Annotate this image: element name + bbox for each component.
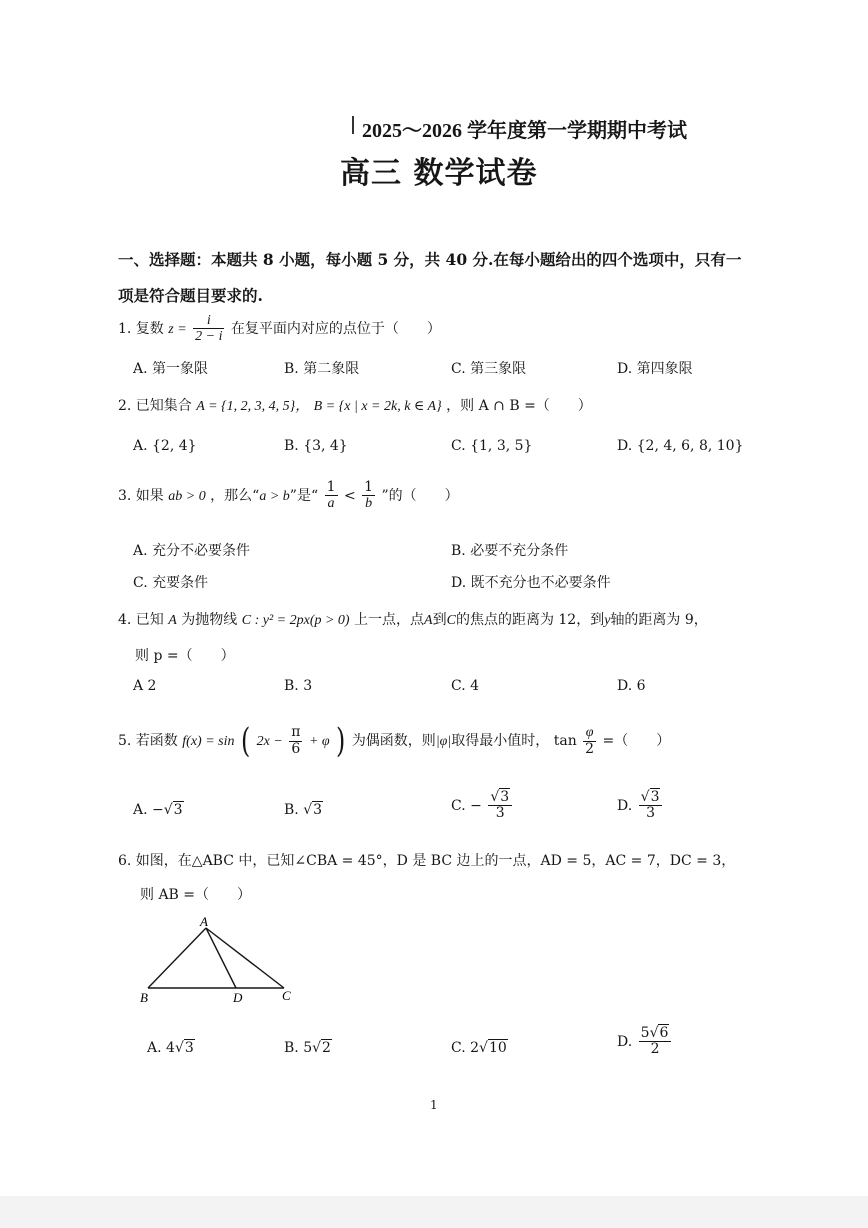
q5-d-den: 3	[646, 805, 656, 822]
q2-option-a: A. {2, 4}	[133, 438, 197, 454]
q4-text4: 的焦点的距离为 12，到	[455, 612, 605, 628]
q2-option-b: B. {3, 4}	[284, 438, 348, 454]
q5-phi-den: 2	[585, 740, 595, 757]
q6-c-label: C.	[451, 1040, 466, 1056]
q6-option-c	[451, 1040, 508, 1056]
q5-pi-den: 6	[291, 740, 301, 757]
q2-set-a: A = {1, 2, 3, 4, 5}，	[196, 399, 310, 414]
q5-option-a	[133, 802, 184, 818]
q6-b-label: B.	[284, 1040, 299, 1056]
q1-fraction	[193, 313, 224, 345]
label-d: D	[233, 990, 243, 1005]
page-bottom-edge	[0, 1196, 868, 1228]
q3-option-b: B. 必要不充分条件	[451, 543, 569, 559]
sqrt-icon: √3	[163, 802, 183, 818]
q4-curve: C : y² = 2px	[241, 613, 310, 628]
q1-frac-num: i	[193, 313, 224, 329]
triangle-figure	[136, 914, 306, 1006]
sqrt-icon: √6	[649, 1025, 669, 1041]
sqrt-icon: √3	[174, 1040, 194, 1056]
q3-frac2-den: b	[365, 496, 373, 512]
q6-b-rad: 2	[322, 1040, 331, 1056]
q6-a-label: A.	[147, 1040, 162, 1056]
q2-set-b: B = {x | x = 2k, k ∈ A}	[313, 399, 442, 414]
q4-text5: 轴的距离为 9，	[610, 612, 708, 628]
q5-c-frac	[488, 790, 512, 822]
q5-a-rad: 3	[173, 802, 183, 818]
q6-a-rad: 3	[184, 1040, 194, 1056]
q5-option-d	[617, 790, 664, 822]
q4-curve-c: C	[446, 613, 456, 628]
q4-point-a2: A	[424, 613, 433, 628]
q5-a-sign: −	[152, 802, 164, 818]
sqrt-icon: √3	[303, 802, 323, 818]
question-2	[118, 395, 592, 415]
q1-frac-den: 2 − i	[195, 329, 223, 345]
q3-frac2-num: 1	[364, 479, 374, 495]
q5-phi-num: φ	[583, 725, 596, 741]
side-ab	[148, 928, 206, 988]
q6-c-rad: 10	[488, 1040, 507, 1056]
q2-option-d: D. {2, 4, 6, 8, 10}	[617, 438, 744, 454]
q5-d-label: D.	[617, 797, 633, 814]
q4-text1: 为抛物线	[181, 612, 238, 628]
q3-frac1-num: 1	[326, 479, 336, 495]
q5-absphi: |φ|	[435, 734, 452, 749]
label-c: C	[282, 988, 291, 1003]
q5-d-frac	[639, 790, 663, 822]
segment-ad	[206, 928, 236, 988]
q5-c-label: C.	[451, 797, 466, 814]
q4-point-a: A	[168, 613, 177, 628]
section-heading-line2: 项是符合题目要求的.	[118, 286, 263, 305]
q5-text2: 取得最小值时，	[451, 733, 550, 749]
q5-c-den: 3	[495, 805, 505, 822]
q1-option-c: C. 第三象限	[451, 361, 527, 377]
q6-a-coef: 4	[166, 1040, 175, 1056]
q4-cond: (p > 0)	[309, 613, 350, 628]
q6-d-rad: 6	[659, 1025, 669, 1041]
q3-mid: ，那么“	[210, 487, 260, 504]
q4-text2: 上一点，点	[354, 612, 425, 628]
q5-pi-frac	[289, 725, 302, 757]
q5-text1: 为偶函数，则	[351, 733, 436, 749]
q5-a-label: A.	[133, 802, 148, 818]
side-ac	[206, 928, 284, 988]
subject-title: 高三 数学试卷	[340, 156, 538, 191]
q4-option-d: D. 6	[617, 678, 646, 694]
q2-prefix: 2. 已知集合	[118, 398, 192, 414]
q6-c-coef: 2	[470, 1040, 480, 1056]
q5-tan: tan	[553, 733, 577, 749]
q3-suffix: ”的（ ）	[381, 487, 459, 504]
q3-frac-1b	[362, 480, 375, 512]
q4-axis-y: y	[604, 613, 611, 628]
question-6-line1: 6. 如图，在△ABC 中，已知∠CBA = 45°，D 是 BC 边上的一点，AD = 5，AC = 7，DC = 3，	[118, 853, 736, 869]
q6-d-label: D.	[617, 1033, 633, 1050]
q1-option-d: D. 第四象限	[617, 361, 693, 377]
sqrt-icon: √10	[479, 1040, 507, 1056]
q3-frac1-den: a	[327, 496, 335, 512]
q6-option-d	[617, 1026, 673, 1058]
q5-d-num	[639, 790, 663, 806]
q5-pi-num: π	[291, 724, 301, 741]
page-number: 1	[430, 1098, 438, 1112]
q5-fx: f(x) = sin	[182, 734, 235, 749]
question-3	[118, 480, 459, 512]
q4-option-a: A 2	[133, 678, 157, 694]
q5-d-rad: 3	[650, 789, 660, 805]
q5-inner1: 2x −	[256, 734, 283, 749]
question-4-line1	[118, 609, 708, 629]
q5-c-sign: −	[470, 797, 482, 814]
q1-option-a: A. 第一象限	[133, 361, 209, 377]
q6-d-den: 2	[650, 1041, 660, 1058]
q5-c-rad: 3	[500, 789, 510, 805]
q6-d-frac	[639, 1026, 672, 1058]
q6-option-a	[147, 1040, 195, 1056]
q5-phi-frac	[583, 725, 596, 757]
sqrt-icon: √3	[490, 789, 510, 805]
left-paren: (	[240, 721, 251, 761]
q5-c-num	[488, 790, 512, 806]
right-paren: )	[336, 721, 346, 761]
q3-frac-1a	[325, 480, 338, 512]
q1-prefix: 1. 复数	[118, 320, 164, 337]
q3-mid2: ”是“	[289, 487, 319, 504]
label-a: A	[200, 914, 208, 929]
q4-option-b: B. 3	[284, 678, 313, 694]
question-5	[118, 721, 671, 761]
q6-d-num	[639, 1026, 672, 1042]
q4-option-c: C. 4	[451, 678, 480, 694]
q3-option-a: A. 充分不必要条件	[133, 543, 251, 559]
q1-suffix: 在复平面内对应的点位于（ ）	[230, 320, 441, 337]
q3-lt: <	[343, 487, 356, 504]
q3-option-d: D. 既不充分也不必要条件	[451, 575, 611, 591]
q5-prefix: 5. 若函数	[118, 733, 178, 749]
sqrt-icon: √2	[312, 1040, 331, 1056]
q5-b-label: B.	[284, 802, 299, 818]
q2-suffix: ，则 A ∩ B =（ ）	[446, 398, 592, 414]
q6-b-coef: 5	[303, 1040, 313, 1056]
q3-prefix: 3. 如果	[118, 487, 164, 504]
question-4-line2: 则 p =（ ）	[135, 648, 235, 664]
q6-option-b	[284, 1040, 332, 1056]
q5-b-rad: 3	[313, 802, 323, 818]
scan-mark	[352, 116, 354, 134]
q3-cond: ab > 0	[168, 488, 206, 504]
q5-option-b	[284, 802, 323, 818]
q6-d-coef: 5	[640, 1025, 650, 1041]
label-b: B	[140, 990, 148, 1005]
q3-option-c: C. 充要条件	[133, 575, 209, 591]
q1-lhs: z =	[168, 321, 187, 337]
q5-inner2: + φ	[308, 734, 330, 749]
q4-prefix: 4. 已知	[118, 612, 164, 628]
q5-option-c	[451, 790, 514, 822]
q2-option-c: C. {1, 3, 5}	[451, 438, 533, 454]
question-1	[118, 313, 441, 345]
q4-text3: 到	[432, 612, 447, 628]
sqrt-icon: √3	[640, 789, 660, 805]
question-6-line2: 则 AB =（ ）	[140, 887, 252, 903]
q5-suffix: =（ ）	[602, 733, 671, 749]
q3-a-gt-b: a > b	[259, 488, 290, 504]
section-heading-line1: 一、选择题：本题共 8 小题，每小题 5 分，共 40 分.在每小题给出的四个选项中，只有一	[118, 250, 742, 269]
q1-option-b: B. 第二象限	[284, 361, 360, 377]
exam-title: 2025～2026 学年度第一学期期中考试	[362, 120, 687, 142]
